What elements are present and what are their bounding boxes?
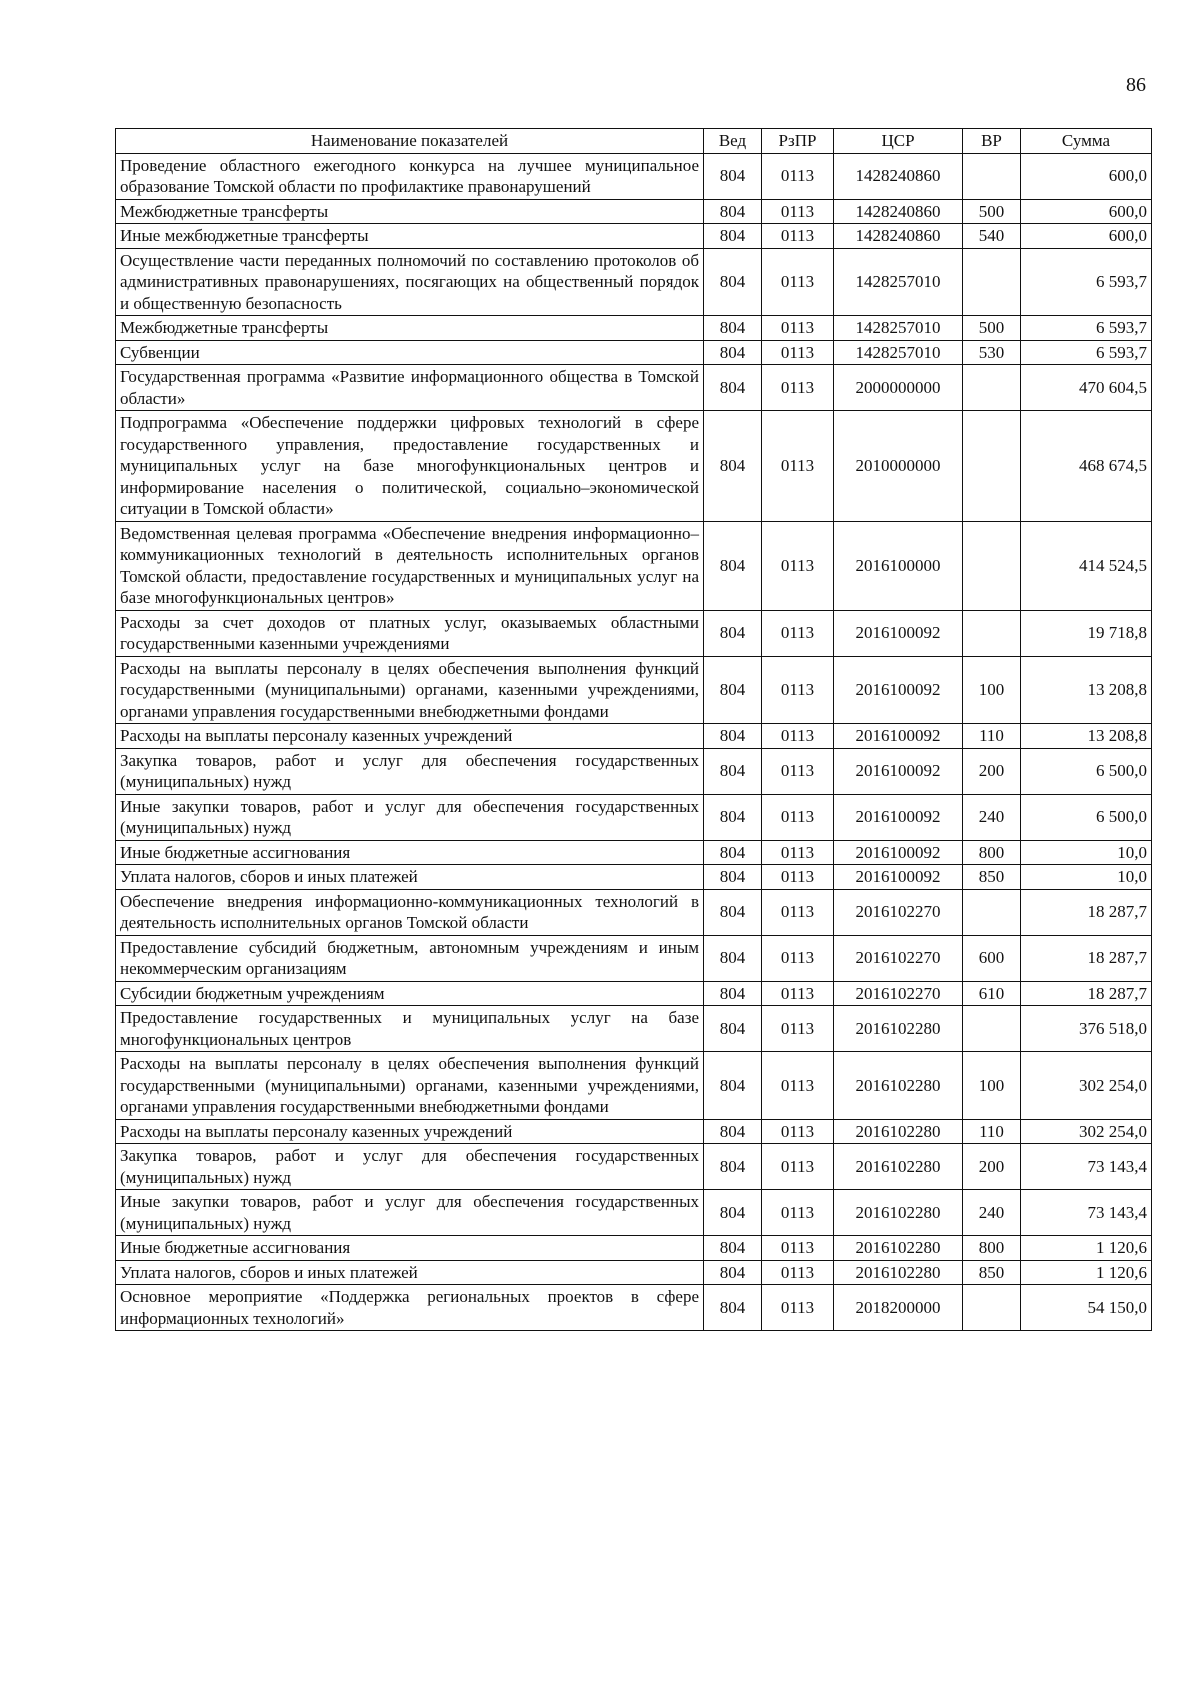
row-ved: 804 bbox=[704, 748, 762, 794]
row-name: Уплата налогов, сборов и иных платежей bbox=[116, 1260, 704, 1285]
row-sum: 73 143,4 bbox=[1021, 1144, 1152, 1190]
row-vr bbox=[963, 248, 1021, 316]
row-vr: 540 bbox=[963, 224, 1021, 249]
header-vr: ВР bbox=[963, 129, 1021, 154]
table-row bbox=[116, 1260, 1152, 1285]
row-vr bbox=[963, 365, 1021, 411]
row-csr: 2016102280 bbox=[834, 1190, 963, 1236]
row-sum: 1 120,6 bbox=[1021, 1236, 1152, 1261]
row-csr: 2016102280 bbox=[834, 1006, 963, 1052]
table-row bbox=[116, 981, 1152, 1006]
row-vr: 530 bbox=[963, 340, 1021, 365]
row-ved: 804 bbox=[704, 1236, 762, 1261]
row-name: Расходы за счет доходов от платных услуг, оказываемых областными государственными казенными учреждениями bbox=[116, 610, 704, 656]
table-row bbox=[116, 840, 1152, 865]
header-rzpr: РзПР bbox=[762, 129, 834, 154]
row-rzpr: 0113 bbox=[762, 748, 834, 794]
row-ved: 804 bbox=[704, 1119, 762, 1144]
table-row bbox=[116, 248, 1152, 316]
row-vr: 200 bbox=[963, 1144, 1021, 1190]
row-name: Предоставление государственных и муниципальных услуг на базе многофункциональных центров bbox=[116, 1006, 704, 1052]
row-rzpr: 0113 bbox=[762, 1236, 834, 1261]
row-rzpr: 0113 bbox=[762, 865, 834, 890]
row-vr: 850 bbox=[963, 1260, 1021, 1285]
row-ved: 804 bbox=[704, 889, 762, 935]
row-rzpr: 0113 bbox=[762, 1285, 834, 1331]
row-rzpr: 0113 bbox=[762, 1144, 834, 1190]
row-ved: 804 bbox=[704, 340, 762, 365]
row-vr bbox=[963, 411, 1021, 522]
table-row bbox=[116, 1190, 1152, 1236]
row-name: Предоставление субсидий бюджетным, автономным учреждениям и иным некоммерческим организациям bbox=[116, 935, 704, 981]
row-rzpr: 0113 bbox=[762, 248, 834, 316]
row-csr: 2016102270 bbox=[834, 935, 963, 981]
row-csr: 1428257010 bbox=[834, 248, 963, 316]
row-name: Проведение областного ежегодного конкурса на лучшее муниципальное образование Томской области по профилактике правонарушений bbox=[116, 153, 704, 199]
row-sum: 600,0 bbox=[1021, 224, 1152, 249]
header-sum: Сумма bbox=[1021, 129, 1152, 154]
row-csr: 2010000000 bbox=[834, 411, 963, 522]
row-ved: 804 bbox=[704, 365, 762, 411]
row-name: Закупка товаров, работ и услуг для обеспечения государственных (муниципальных) нужд bbox=[116, 748, 704, 794]
row-sum: 600,0 bbox=[1021, 199, 1152, 224]
budget-table bbox=[115, 128, 1152, 1331]
row-ved: 804 bbox=[704, 794, 762, 840]
row-sum: 18 287,7 bbox=[1021, 935, 1152, 981]
row-vr bbox=[963, 521, 1021, 610]
row-vr: 100 bbox=[963, 1052, 1021, 1120]
header-csr: ЦСР bbox=[834, 129, 963, 154]
row-vr bbox=[963, 610, 1021, 656]
row-name: Расходы на выплаты персоналу казенных учреждений bbox=[116, 724, 704, 749]
row-sum: 6 500,0 bbox=[1021, 748, 1152, 794]
row-sum: 1 120,6 bbox=[1021, 1260, 1152, 1285]
row-rzpr: 0113 bbox=[762, 1052, 834, 1120]
row-rzpr: 0113 bbox=[762, 610, 834, 656]
table-row bbox=[116, 865, 1152, 890]
row-name: Расходы на выплаты персоналу в целях обеспечения выполнения функций государственными (муниципальными) органами, казенными учреждениями, органами управления государственными внебюджетными фондами bbox=[116, 1052, 704, 1120]
row-sum: 6 500,0 bbox=[1021, 794, 1152, 840]
table-row bbox=[116, 316, 1152, 341]
row-ved: 804 bbox=[704, 865, 762, 890]
table-row bbox=[116, 935, 1152, 981]
row-csr: 2016100092 bbox=[834, 748, 963, 794]
row-name: Ведомственная целевая программа «Обеспечение внедрения информационно–коммуникационных технологий в деятельность исполнительных органов Томской области, предоставление государственных и муниципальных услуг на базе многофункциональных центров» bbox=[116, 521, 704, 610]
row-sum: 73 143,4 bbox=[1021, 1190, 1152, 1236]
row-vr: 600 bbox=[963, 935, 1021, 981]
row-csr: 2016102280 bbox=[834, 1236, 963, 1261]
row-csr: 2016100092 bbox=[834, 656, 963, 724]
row-csr: 1428257010 bbox=[834, 316, 963, 341]
row-ved: 804 bbox=[704, 1052, 762, 1120]
row-ved: 804 bbox=[704, 981, 762, 1006]
row-vr: 100 bbox=[963, 656, 1021, 724]
table-row bbox=[116, 1006, 1152, 1052]
row-rzpr: 0113 bbox=[762, 935, 834, 981]
table-row bbox=[116, 656, 1152, 724]
table-row bbox=[116, 365, 1152, 411]
row-name: Межбюджетные трансферты bbox=[116, 316, 704, 341]
row-rzpr: 0113 bbox=[762, 1119, 834, 1144]
row-rzpr: 0113 bbox=[762, 365, 834, 411]
row-csr: 2016100092 bbox=[834, 724, 963, 749]
row-csr: 2016102280 bbox=[834, 1052, 963, 1120]
row-ved: 804 bbox=[704, 1260, 762, 1285]
row-vr: 110 bbox=[963, 724, 1021, 749]
row-name: Основное мероприятие «Поддержка региональных проектов в сфере информационных технологий» bbox=[116, 1285, 704, 1331]
row-name: Расходы на выплаты персоналу в целях обеспечения выполнения функций государственными (муниципальными) органами, казенными учреждениями, органами управления государственными внебюджетными фондами bbox=[116, 656, 704, 724]
row-ved: 804 bbox=[704, 153, 762, 199]
row-sum: 414 524,5 bbox=[1021, 521, 1152, 610]
row-name: Межбюджетные трансферты bbox=[116, 199, 704, 224]
row-name: Субсидии бюджетным учреждениям bbox=[116, 981, 704, 1006]
row-name: Уплата налогов, сборов и иных платежей bbox=[116, 865, 704, 890]
row-csr: 2016102270 bbox=[834, 981, 963, 1006]
row-csr: 2016100092 bbox=[834, 865, 963, 890]
row-vr: 610 bbox=[963, 981, 1021, 1006]
header-row bbox=[116, 129, 1152, 154]
table-row bbox=[116, 224, 1152, 249]
row-name: Государственная программа «Развитие информационного общества в Томской области» bbox=[116, 365, 704, 411]
row-name: Иные закупки товаров, работ и услуг для обеспечения государственных (муниципальных) нужд bbox=[116, 1190, 704, 1236]
row-sum: 468 674,5 bbox=[1021, 411, 1152, 522]
row-ved: 804 bbox=[704, 840, 762, 865]
row-rzpr: 0113 bbox=[762, 981, 834, 1006]
row-vr bbox=[963, 889, 1021, 935]
row-ved: 804 bbox=[704, 1006, 762, 1052]
row-vr: 500 bbox=[963, 199, 1021, 224]
table-row bbox=[116, 1052, 1152, 1120]
row-vr bbox=[963, 153, 1021, 199]
row-csr: 1428240860 bbox=[834, 224, 963, 249]
row-ved: 804 bbox=[704, 199, 762, 224]
row-rzpr: 0113 bbox=[762, 656, 834, 724]
row-rzpr: 0113 bbox=[762, 316, 834, 341]
row-csr: 2016102280 bbox=[834, 1144, 963, 1190]
table-body bbox=[116, 153, 1152, 1331]
table-row bbox=[116, 1119, 1152, 1144]
row-rzpr: 0113 bbox=[762, 411, 834, 522]
row-rzpr: 0113 bbox=[762, 724, 834, 749]
row-csr: 2016100000 bbox=[834, 521, 963, 610]
row-csr: 1428240860 bbox=[834, 153, 963, 199]
table-row bbox=[116, 1236, 1152, 1261]
row-ved: 804 bbox=[704, 248, 762, 316]
row-ved: 804 bbox=[704, 724, 762, 749]
row-sum: 302 254,0 bbox=[1021, 1052, 1152, 1120]
row-csr: 2016102280 bbox=[834, 1119, 963, 1144]
row-rzpr: 0113 bbox=[762, 794, 834, 840]
row-name: Закупка товаров, работ и услуг для обеспечения государственных (муниципальных) нужд bbox=[116, 1144, 704, 1190]
row-vr: 800 bbox=[963, 1236, 1021, 1261]
header-ved: Вед bbox=[704, 129, 762, 154]
table-row bbox=[116, 153, 1152, 199]
row-rzpr: 0113 bbox=[762, 224, 834, 249]
table-row bbox=[116, 748, 1152, 794]
row-vr: 800 bbox=[963, 840, 1021, 865]
row-rzpr: 0113 bbox=[762, 340, 834, 365]
row-csr: 2016100092 bbox=[834, 610, 963, 656]
row-name: Подпрограмма «Обеспечение поддержки цифровых технологий в сфере государственного управления, предоставление государственных и муниципальных услуг на базе многофункциональных центров и информирование населения о политической, социально–экономической ситуации в Томской области» bbox=[116, 411, 704, 522]
page-number: 86 bbox=[1126, 74, 1146, 96]
row-rzpr: 0113 bbox=[762, 1006, 834, 1052]
row-vr: 110 bbox=[963, 1119, 1021, 1144]
row-sum: 54 150,0 bbox=[1021, 1285, 1152, 1331]
row-ved: 804 bbox=[704, 411, 762, 522]
row-csr: 2016102270 bbox=[834, 889, 963, 935]
row-sum: 13 208,8 bbox=[1021, 656, 1152, 724]
row-csr: 2018200000 bbox=[834, 1285, 963, 1331]
row-vr: 850 bbox=[963, 865, 1021, 890]
row-ved: 804 bbox=[704, 316, 762, 341]
row-rzpr: 0113 bbox=[762, 1190, 834, 1236]
row-ved: 804 bbox=[704, 521, 762, 610]
row-sum: 10,0 bbox=[1021, 865, 1152, 890]
table-row bbox=[116, 1285, 1152, 1331]
row-sum: 19 718,8 bbox=[1021, 610, 1152, 656]
row-name: Иные закупки товаров, работ и услуг для обеспечения государственных (муниципальных) нужд bbox=[116, 794, 704, 840]
row-name: Иные бюджетные ассигнования bbox=[116, 840, 704, 865]
row-sum: 18 287,7 bbox=[1021, 981, 1152, 1006]
row-vr: 200 bbox=[963, 748, 1021, 794]
table-row bbox=[116, 340, 1152, 365]
table-row bbox=[116, 794, 1152, 840]
row-rzpr: 0113 bbox=[762, 889, 834, 935]
row-rzpr: 0113 bbox=[762, 1260, 834, 1285]
row-csr: 1428257010 bbox=[834, 340, 963, 365]
row-sum: 6 593,7 bbox=[1021, 316, 1152, 341]
row-name: Иные бюджетные ассигнования bbox=[116, 1236, 704, 1261]
row-rzpr: 0113 bbox=[762, 521, 834, 610]
row-ved: 804 bbox=[704, 224, 762, 249]
table-row bbox=[116, 411, 1152, 522]
row-vr: 240 bbox=[963, 794, 1021, 840]
row-sum: 600,0 bbox=[1021, 153, 1152, 199]
row-sum: 13 208,8 bbox=[1021, 724, 1152, 749]
row-vr bbox=[963, 1006, 1021, 1052]
row-sum: 302 254,0 bbox=[1021, 1119, 1152, 1144]
row-ved: 804 bbox=[704, 610, 762, 656]
row-vr: 240 bbox=[963, 1190, 1021, 1236]
row-sum: 6 593,7 bbox=[1021, 340, 1152, 365]
row-csr: 2000000000 bbox=[834, 365, 963, 411]
row-name: Иные межбюджетные трансферты bbox=[116, 224, 704, 249]
table-row bbox=[116, 1144, 1152, 1190]
header-name: Наименование показателей bbox=[116, 129, 704, 154]
row-ved: 804 bbox=[704, 656, 762, 724]
table-row bbox=[116, 889, 1152, 935]
row-ved: 804 bbox=[704, 1285, 762, 1331]
row-csr: 1428240860 bbox=[834, 199, 963, 224]
row-csr: 2016100092 bbox=[834, 794, 963, 840]
table-row bbox=[116, 199, 1152, 224]
row-sum: 18 287,7 bbox=[1021, 889, 1152, 935]
row-ved: 804 bbox=[704, 935, 762, 981]
row-csr: 2016102280 bbox=[834, 1260, 963, 1285]
row-vr: 500 bbox=[963, 316, 1021, 341]
row-name: Субвенции bbox=[116, 340, 704, 365]
row-rzpr: 0113 bbox=[762, 153, 834, 199]
row-name: Расходы на выплаты персоналу казенных учреждений bbox=[116, 1119, 704, 1144]
row-sum: 376 518,0 bbox=[1021, 1006, 1152, 1052]
row-sum: 6 593,7 bbox=[1021, 248, 1152, 316]
row-name: Осуществление части переданных полномочий по составлению протоколов об административных правонарушениях, посягающих на общественный порядок и общественную безопасность bbox=[116, 248, 704, 316]
row-ved: 804 bbox=[704, 1190, 762, 1236]
row-sum: 10,0 bbox=[1021, 840, 1152, 865]
table-row bbox=[116, 521, 1152, 610]
row-rzpr: 0113 bbox=[762, 840, 834, 865]
table-row bbox=[116, 724, 1152, 749]
table-row bbox=[116, 610, 1152, 656]
row-ved: 804 bbox=[704, 1144, 762, 1190]
row-name: Обеспечение внедрения информационно-коммуникационных технологий в деятельность исполнительных органов Томской области bbox=[116, 889, 704, 935]
row-rzpr: 0113 bbox=[762, 199, 834, 224]
row-csr: 2016100092 bbox=[834, 840, 963, 865]
row-vr bbox=[963, 1285, 1021, 1331]
row-sum: 470 604,5 bbox=[1021, 365, 1152, 411]
